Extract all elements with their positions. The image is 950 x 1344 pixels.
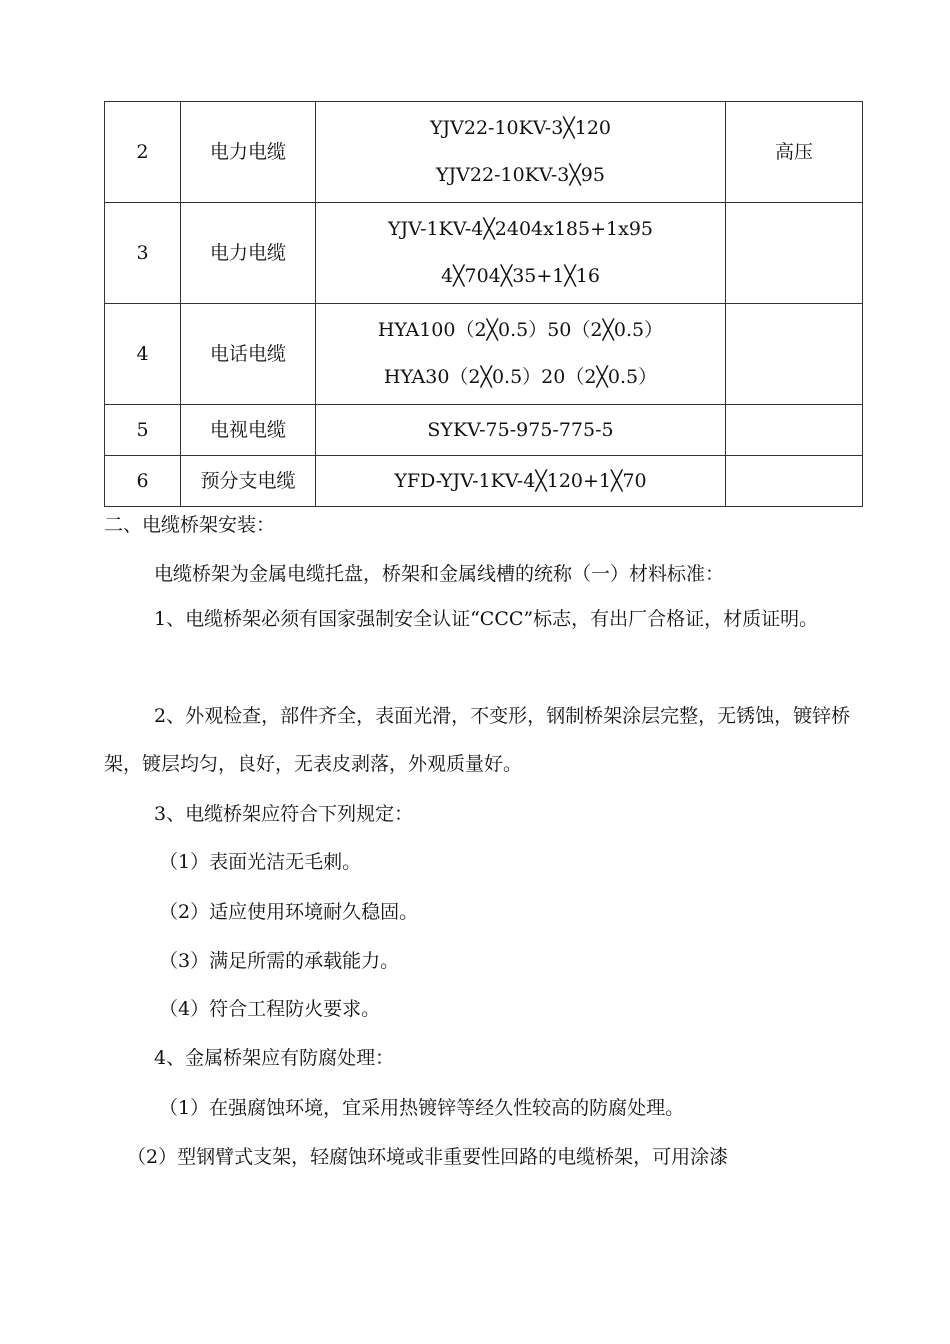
paragraph: 4、金属桥架应有防腐处理：	[154, 1047, 395, 1069]
paragraph: 2、外观检查，部件齐全，表面光滑，不变形，钢制桥架涂层完整，无锈蚀，镀锌桥架，镀层均匀，良好，无表皮剥落，外观质量好。	[104, 705, 851, 775]
cable-name: 电视电缆	[181, 405, 316, 456]
spec-line: YFD-YJV-1KV-4╳120+1╳70	[394, 469, 647, 492]
cable-note	[726, 203, 863, 304]
cable-note	[726, 304, 863, 405]
paragraph: 3、电缆桥架应符合下列规定：	[154, 803, 414, 825]
cable-note: 高压	[726, 102, 863, 203]
table-row	[105, 203, 863, 304]
section-heading: 二、电缆桥架安装：	[104, 514, 276, 536]
cable-name: 预分支电缆	[181, 456, 316, 507]
cable-spec	[316, 405, 726, 456]
spec-line: SYKV-75-975-775-5	[427, 418, 614, 441]
row-number: 4	[105, 304, 181, 405]
cable-spec	[316, 304, 726, 405]
spec-line: YJV22-10KV-3╳95	[436, 164, 605, 186]
cable-table	[104, 101, 863, 507]
list-item: （2）型钢臂式支架，轻腐蚀环境或非重要性回路的电缆桥架，可用涂漆	[127, 1146, 729, 1168]
cable-name: 电话电缆	[181, 304, 316, 405]
list-item: （1）表面光洁无毛刺。	[159, 851, 362, 873]
spec-line: HYA30（2╳0.5）20（2╳0.5）	[383, 366, 658, 388]
list-item: （1）在强腐蚀环境，宜采用热镀锌等经久性较高的防腐处理。	[159, 1097, 685, 1119]
paragraph: 1、电缆桥架必须有国家强制安全认证“CCC”标志，有出厂合格证，材质证明。	[154, 608, 819, 630]
cable-spec	[316, 456, 726, 507]
list-item: （2）适应使用环境耐久稳固。	[159, 901, 419, 923]
paragraph: 电缆桥架为金属电缆托盘，桥架和金属线槽的统称（一）材料标准：	[154, 563, 725, 585]
spec-line: YJV-1KV-4╳2404x185+1x95	[388, 218, 653, 241]
cable-spec	[316, 102, 726, 203]
cable-name: 电力电缆	[181, 203, 316, 304]
table-row	[105, 102, 863, 203]
cable-note	[726, 456, 863, 507]
cable-name: 电力电缆	[181, 102, 316, 203]
table-row	[105, 456, 863, 507]
spec-line: YJV22-10KV-3╳120	[429, 117, 612, 140]
spec-line: HYA100（2╳0.5）50（2╳0.5）	[377, 319, 664, 342]
row-number: 2	[105, 102, 181, 203]
row-number: 3	[105, 203, 181, 304]
list-item: （4）符合工程防火要求。	[159, 998, 381, 1020]
row-number: 5	[105, 405, 181, 456]
cable-note	[726, 405, 863, 456]
list-item: （3）满足所需的承载能力。	[159, 950, 400, 972]
spec-line: 4╳704╳35+1╳16	[440, 265, 601, 287]
table-row	[105, 304, 863, 405]
cable-spec	[316, 203, 726, 304]
row-number: 6	[105, 456, 181, 507]
table-row	[105, 405, 863, 456]
